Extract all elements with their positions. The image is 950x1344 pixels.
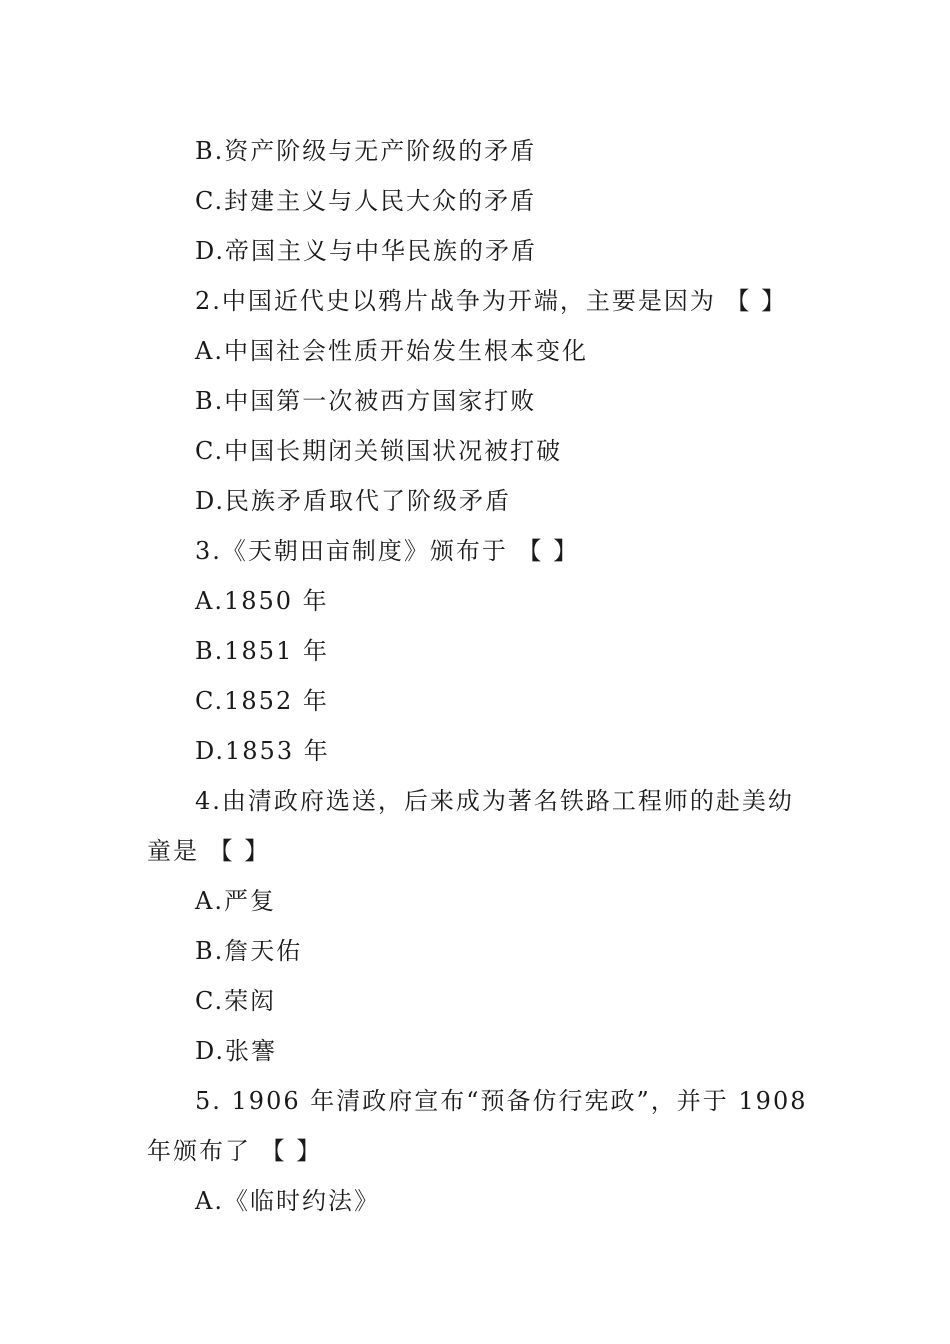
q2-option-a: A.中国社会性质开始发生根本变化 [195,337,588,365]
question-4: 4.由清政府选送，后来成为著名铁路工程师的赴美幼 [195,787,794,815]
q3-option-b: B.1851 年 [195,637,329,665]
q3-option-d: D.1853 年 [195,737,330,765]
q3-option-a: A.1850 年 [195,587,329,615]
q4-option-a: A.严复 [195,887,276,915]
q1-option-b: B.资产阶级与无产阶级的矛盾 [195,137,537,165]
q5-option-a: A.《临时约法》 [195,1187,380,1215]
question-2: 2.中国近代史以鸦片战争为开端，主要是因为 【 】 [195,287,788,315]
q1-option-d: D.帝国主义与中华民族的矛盾 [195,237,538,265]
question-5: 5. 1906 年清政府宣布“预备仿行宪政”，并于 1908 [195,1087,808,1115]
question-3: 3.《天朝田亩制度》颁布于 【 】 [195,537,580,565]
question-4-continued: 童是 【 】 [147,837,271,865]
q2-option-c: C.中国长期闭关锁国状况被打破 [195,437,563,465]
q1-option-c: C.封建主义与人民大众的矛盾 [195,187,537,215]
q4-option-d: D.张謇 [195,1037,278,1065]
q4-option-c: C.荣闳 [195,987,277,1015]
question-5-continued: 年颁布了 【 】 [147,1137,323,1165]
q4-option-b: B.詹天佑 [195,937,303,965]
q3-option-c: C.1852 年 [195,687,329,715]
q2-option-b: B.中国第一次被西方国家打败 [195,387,537,415]
q2-option-d: D.民族矛盾取代了阶级矛盾 [195,487,512,515]
